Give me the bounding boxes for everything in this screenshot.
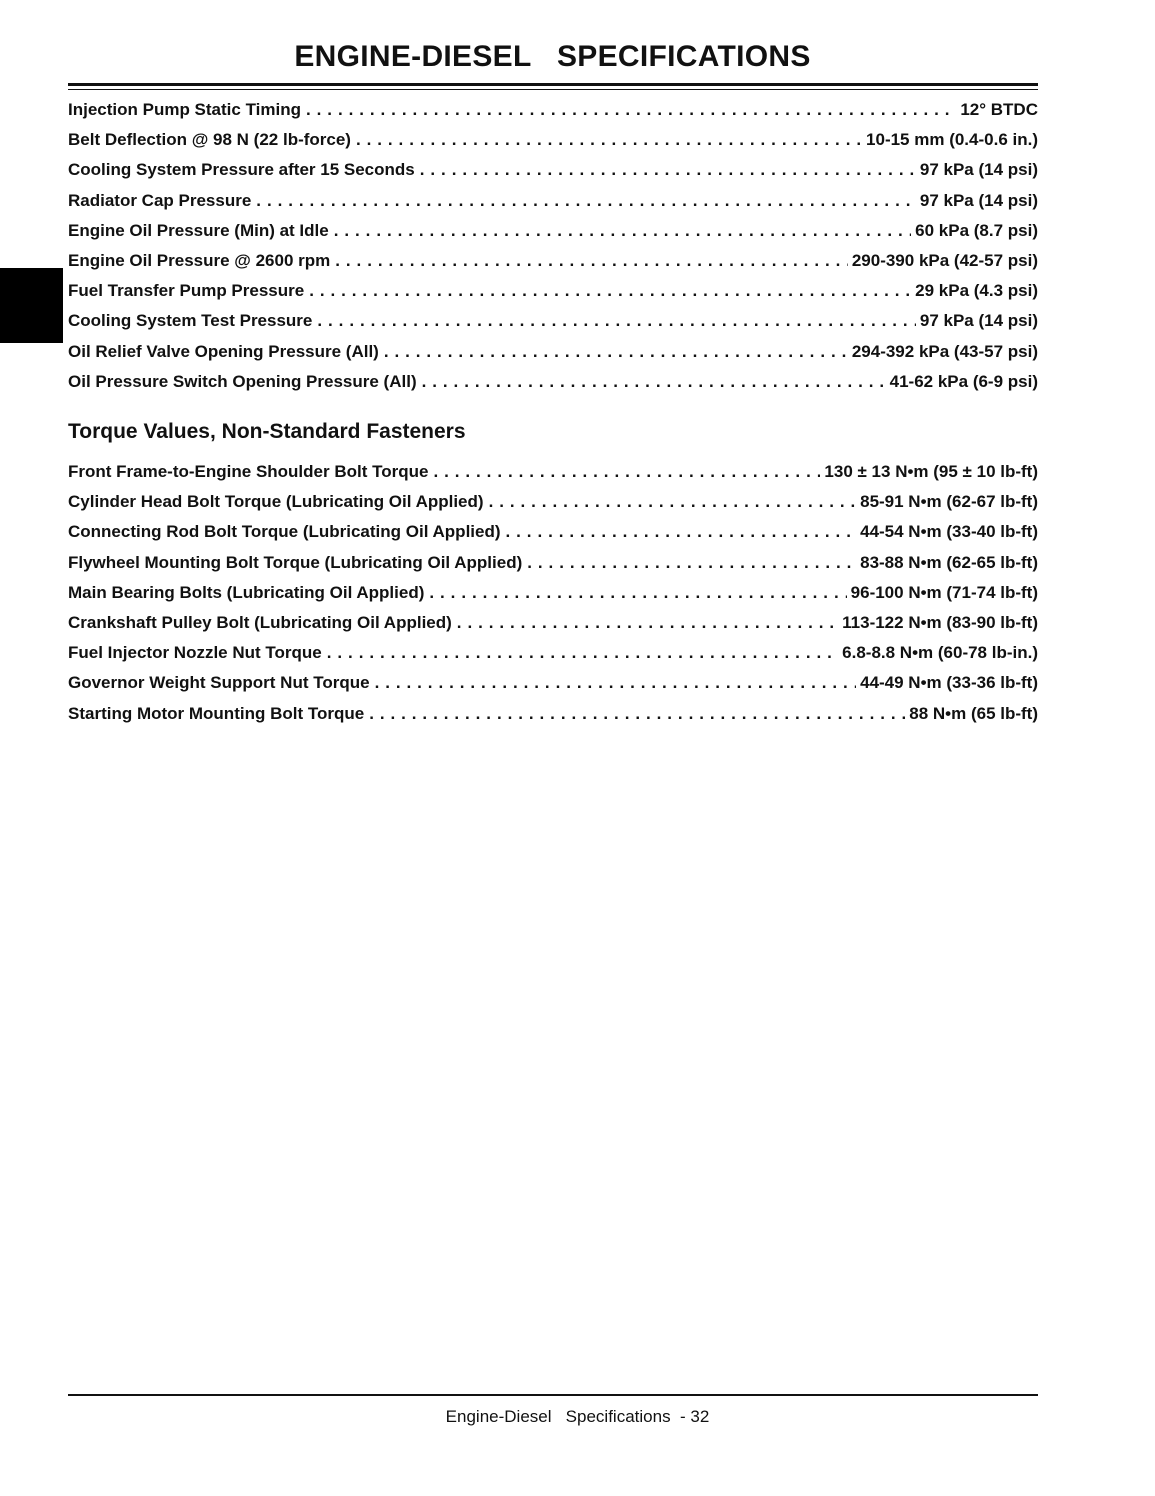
dot-leader <box>375 668 857 698</box>
spec-value: 6.8-8.8 N•m (60-78 lb-in.) <box>842 643 1038 663</box>
spec-row <box>68 125 1038 155</box>
spec-value: 29 kPa (4.3 psi) <box>915 281 1038 301</box>
spec-label: Connecting Rod Bolt Torque (Lubricating Oil Applied) <box>68 522 501 542</box>
torque-section-heading: Torque Values, Non-Standard Fasteners <box>68 420 466 443</box>
dot-leader <box>384 337 848 367</box>
spec-row <box>68 186 1038 216</box>
spec-row <box>68 367 1038 397</box>
spec-row <box>68 638 1038 668</box>
spec-label: Oil Relief Valve Opening Pressure (All) <box>68 341 379 361</box>
spec-row <box>68 608 1038 638</box>
spec-label: Engine Oil Pressure @ 2600 rpm <box>68 250 331 270</box>
title-rule <box>68 83 1038 86</box>
dot-leader <box>429 578 846 608</box>
spec-row <box>68 276 1038 306</box>
spec-value: 60 kPa (8.7 psi) <box>915 220 1038 240</box>
spec-row <box>68 155 1038 185</box>
spec-row <box>68 457 1038 487</box>
spec-row <box>68 699 1038 729</box>
dot-leader <box>309 276 911 306</box>
spec-row <box>68 306 1038 336</box>
page-title: ENGINE-DIESEL SPECIFICATIONS <box>294 40 811 73</box>
dot-leader <box>317 306 916 336</box>
spec-value: 97 kPa (14 psi) <box>919 160 1038 180</box>
dot-leader <box>489 487 857 517</box>
torque-spec-list <box>68 457 1038 729</box>
footer-rule <box>68 1394 1038 1396</box>
spec-row <box>68 517 1038 547</box>
spec-label: Flywheel Mounting Bolt Torque (Lubricating Oil Applied) <box>68 552 523 572</box>
dot-leader <box>327 638 838 668</box>
page-footer: Engine-Diesel Specifications - 32 <box>445 1407 710 1426</box>
dot-leader <box>422 367 886 397</box>
dot-leader <box>420 155 916 185</box>
spec-value: 44-54 N•m (33-40 lb-ft) <box>860 522 1038 542</box>
spec-value: 294-392 kPa (43-57 psi) <box>851 341 1038 361</box>
spec-value: 113-122 N•m (83-90 lb-ft) <box>842 612 1038 632</box>
spec-label: Front Frame-to-Engine Shoulder Bolt Torque <box>68 462 429 481</box>
spec-row <box>68 95 1038 125</box>
spec-value: 130 ± 13 N•m (95 ± 10 lb-ft) <box>824 462 1038 481</box>
dot-leader <box>356 125 862 155</box>
spec-row <box>68 216 1038 246</box>
spec-value: 44-49 N•m (33-36 lb-ft) <box>860 673 1038 693</box>
spec-label: Cooling System Pressure after 15 Seconds <box>68 160 415 180</box>
title-rule-thin <box>68 89 1038 90</box>
spec-value: 88 N•m (65 lb-ft) <box>909 703 1038 723</box>
spec-label: Cylinder Head Bolt Torque (Lubricating Oil Applied) <box>68 492 484 512</box>
spec-value: 10-15 mm (0.4-0.6 in.) <box>866 130 1038 150</box>
spec-label: Crankshaft Pulley Bolt (Lubricating Oil Applied) <box>68 612 452 632</box>
spec-value: 96-100 N•m (71-74 lb-ft) <box>850 582 1038 602</box>
spec-value: 83-88 N•m (62-65 lb-ft) <box>860 552 1038 572</box>
dot-leader <box>527 548 856 578</box>
dot-leader <box>256 186 916 216</box>
dot-leader <box>457 608 838 638</box>
spec-label: Main Bearing Bolts (Lubricating Oil Applied) <box>68 582 425 602</box>
spec-row <box>68 578 1038 608</box>
spec-label: Cooling System Test Pressure <box>68 311 313 331</box>
spec-label: Fuel Transfer Pump Pressure <box>68 281 305 301</box>
spec-row <box>68 246 1038 276</box>
spec-value: 12° BTDC <box>960 100 1038 119</box>
spec-label: Oil Pressure Switch Opening Pressure (All) <box>68 371 417 391</box>
dot-leader <box>433 457 820 487</box>
spec-value: 97 kPa (14 psi) <box>919 190 1038 210</box>
spec-label: Engine Oil Pressure (Min) at Idle <box>68 220 329 240</box>
spec-value: 41-62 kPa (6-9 psi) <box>889 371 1038 391</box>
spec-row <box>68 337 1038 367</box>
spec-label: Fuel Injector Nozzle Nut Torque <box>68 643 322 663</box>
spec-row <box>68 668 1038 698</box>
spec-label: Starting Motor Mounting Bolt Torque <box>68 703 365 723</box>
spec-row <box>68 548 1038 578</box>
general-spec-list <box>68 95 1038 397</box>
dot-leader <box>335 246 848 276</box>
dot-leader <box>334 216 911 246</box>
dot-leader <box>306 95 956 125</box>
dot-leader <box>506 517 857 547</box>
dot-leader <box>369 699 905 729</box>
spec-label: Radiator Cap Pressure <box>68 190 252 210</box>
spec-label: Belt Deflection @ 98 N (22 lb-force) <box>68 130 351 150</box>
spec-value: 85-91 N•m (62-67 lb-ft) <box>860 492 1038 512</box>
spec-row <box>68 487 1038 517</box>
spec-value: 290-390 kPa (42-57 psi) <box>851 250 1038 270</box>
spec-label: Governor Weight Support Nut Torque <box>68 673 370 693</box>
spec-value: 97 kPa (14 psi) <box>919 311 1038 331</box>
spec-label: Injection Pump Static Timing <box>68 100 301 119</box>
section-tab-marker <box>0 268 63 343</box>
